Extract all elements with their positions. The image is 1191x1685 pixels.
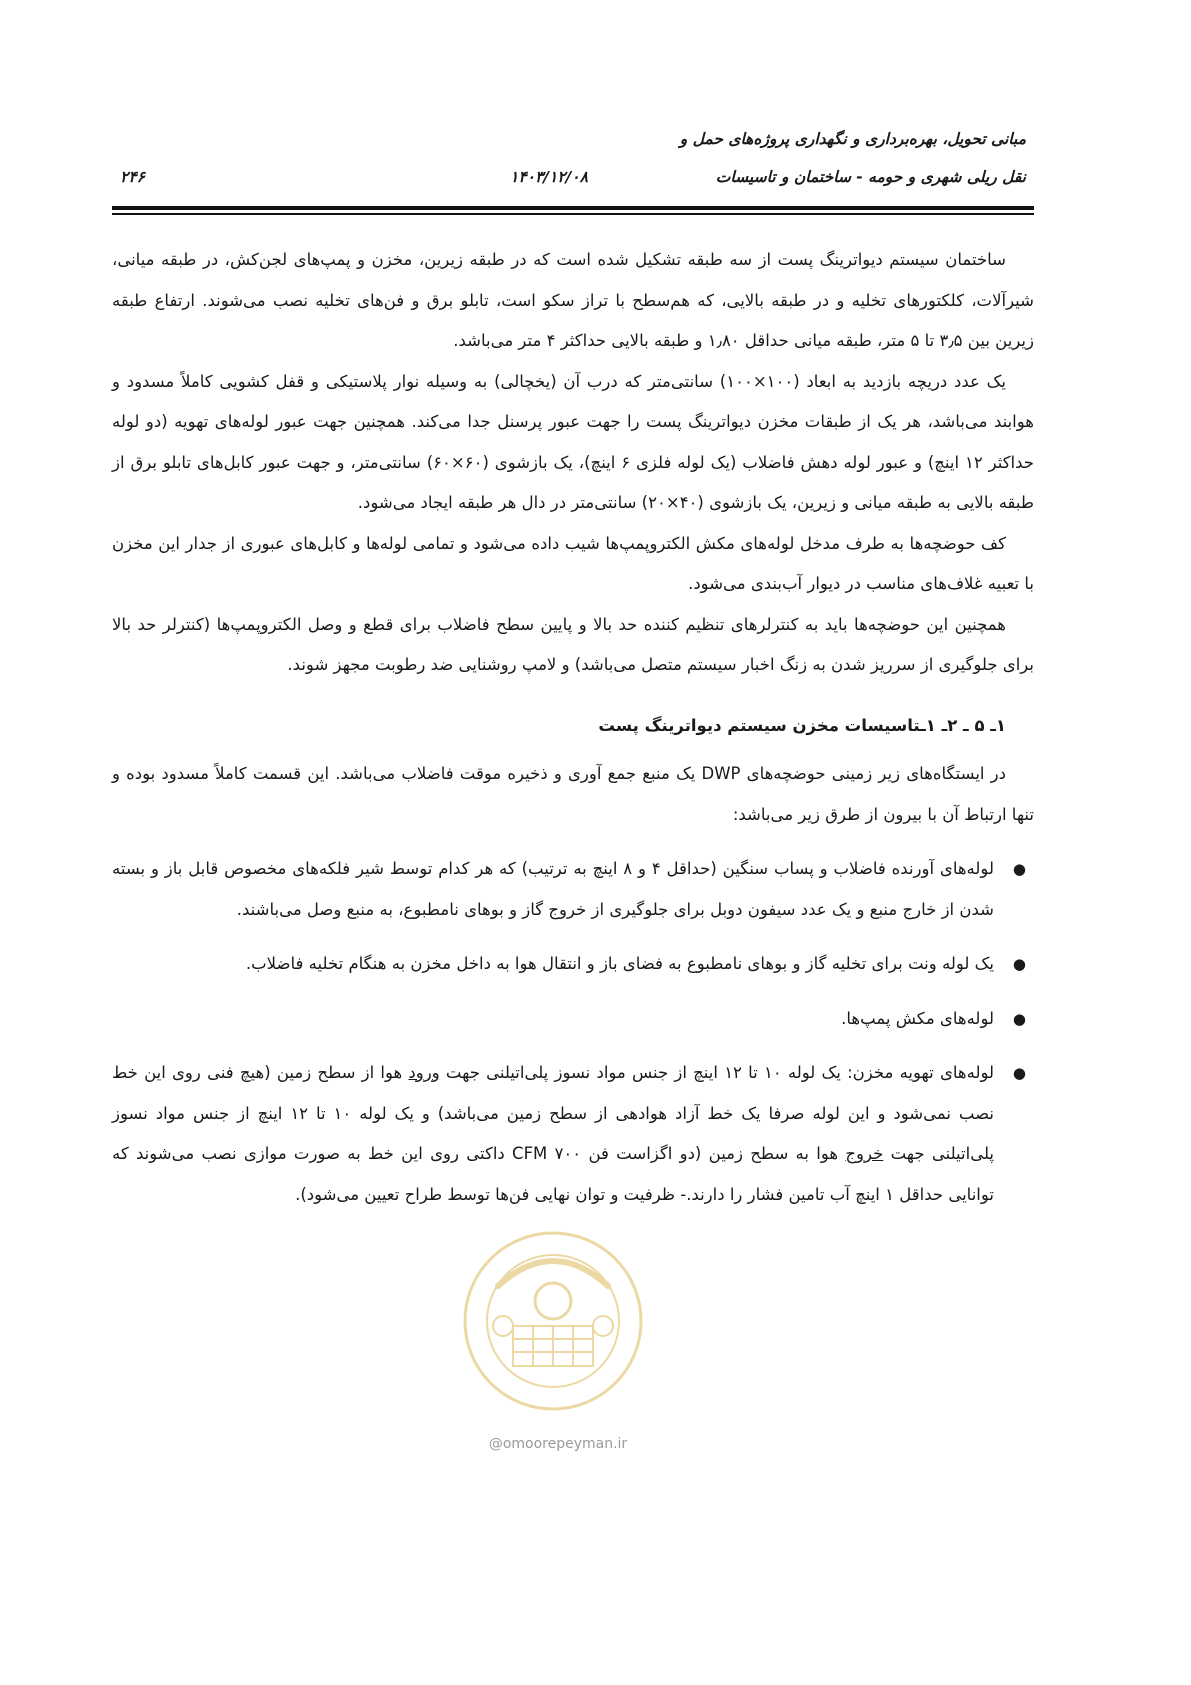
- underlined-word: ورود: [408, 1063, 440, 1082]
- list-item: [112, 999, 1034, 1040]
- paragraph-controllers: همچنین این حوضچه‌ها باید به کنترلرهای تنظیم کننده حد بالا و پایین سطح فاضلاب برای قطع و وصل الکتروپمپ‌ها (کنترلر حد بالا برای جلوگیری از سرریز شدن به زنگ اخبار سیستم متصل می‌باشد) و لامپ روشنایی ضد رطوبت مجهز شوند.: [112, 614, 1034, 674]
- list-item: [112, 1053, 1034, 1215]
- list-item-text: یک لوله ونت برای تخلیه گاز و بوهای نامطبوع به فضای باز و انتقال هوا به داخل مخزن به هنگام تخلیه فاضلاب.: [245, 954, 994, 973]
- page-number: ۲۴۶: [120, 168, 145, 186]
- page-header: [112, 118, 1034, 208]
- list-item: [112, 944, 1034, 985]
- bullet-icon: ●: [1012, 1009, 1026, 1028]
- list-item: [112, 849, 1034, 930]
- paragraph-hatch: یک عدد دریچه بازدید به ابعاد (۱۰۰×۱۰۰) سانتی‌متر که درب آن (یخچالی) به وسیله نوار پلاستیکی و قفل کشویی کاملاً مسدود و هوابند می‌باشد، هر یک از طبقات مخزن دیواترینگ پست را جهت عبور پرسنل جدا می‌کند. همچنین جهت عبور لوله‌های تهویه (دو لوله حداکثر ۱۲ اینچ) و عبور لوله دهش فاضلاب (یک لوله فلزی ۶ اینچ)، یک بازشوی (۶۰×۶۰) سانتی‌متر، و جهت عبور کابل‌های تابلو برق از طبقه بالایی به طبقه میانی و زیرین، یک بازشوی (۴۰×۲۰) سانتی‌متر در دال هر طبقه ایجاد می‌شود.: [112, 371, 1034, 512]
- list-item-text-post: هوا به سطح زمین (دو اگزاست فن CFM ۷۰۰ داکتی روی این خط به صورت موازی نصب می‌شوند که توانایی حداقل ۱ اینچ آب تامین فشار را دارند.- ظرفیت و توان نهایی فن‌ها توسط طراح تعیین می‌شود).: [112, 1144, 994, 1204]
- list-item-text-mid: هوا از سطح زمین (هیچ فنی روی این خط نصب نمی‌شود و این لوله صرفا یک خط آزاد هوادهی از سطح زمین می‌باشد) و یک لوله ۱۰ تا ۱۲ اینچ از جنس مواد نسوز پلی‌اتیلنی جهت: [112, 1063, 995, 1163]
- bullet-icon: ●: [1012, 860, 1026, 878]
- header-rule-thick: [112, 206, 1034, 210]
- page-body: [112, 240, 1034, 1229]
- bullet-icon: ●: [1012, 1064, 1026, 1082]
- list-item-text-pre: لوله‌های تهویه مخزن: یک لوله ۱۰ تا ۱۲ اینچ از جنس مواد نسوز پلی‌اتیلنی جهت: [439, 1063, 995, 1082]
- header-title-line1: مبانی تحویل، بهره‌برداری و نگهداری پروژه‌های حمل و: [679, 130, 1026, 148]
- list-item-text: لوله‌های مکش پمپ‌ها.: [841, 1008, 994, 1028]
- header-title-line2: نقل ریلی شهری و حومه - ساختمان و تاسیسات: [715, 168, 1026, 186]
- paragraph-structure: ساختمان سیستم دیواترینگ پست از سه طبقه تشکیل شده است که در طبقه زیرین، مخزن و پمپ‌های لجن‌کش، در طبقه میانی، شیرآلات، کلکتورهای تخلیه و در طبقه بالایی، که هم‌سطح با تراز سکو است، تابلو برق و فن‌های تخلیه نصب می‌شوند. ارتفاع طبقه زیرین بین ۳٫۵ تا ۵ متر، طبقه میانی حداقل ۱٫۸۰ و طبقه بالایی حداکثر ۴ متر می‌باشد.: [112, 250, 1034, 350]
- header-date: ۱۴۰۳/۱۲/۰۸: [510, 168, 588, 186]
- section-heading: ۱ـ ۵ ـ ۲ـ ۱ـتاسیسات مخزن سیستم دیواترینگ پست: [598, 715, 1006, 735]
- paragraph-dwp-intro: در ایستگاه‌های زیر زمینی حوضچه‌های DWP یک منبع جمع آوری و ذخیره موقت فاضلاب می‌باشد. این قسمت کاملاً مسدود بوده و تنها ارتباط آن با بیرون از طرق زیر می‌باشد:: [112, 764, 1034, 824]
- underlined-word: خروج: [845, 1144, 884, 1163]
- bullet-icon: ●: [1012, 955, 1026, 973]
- paragraph-floor-slope: کف حوضچه‌ها به طرف مدخل لوله‌های مکش الکتروپمپ‌ها شیب داده می‌شود و تمامی لوله‌ها و کابل‌های عبوری از جدار این مخزن با تعبیه غلاف‌های مناسب در دیوار آب‌بندی می‌شود.: [112, 533, 1034, 593]
- list-item-text: لوله‌های آورنده فاضلاب و پساب سنگین (حداقل ۴ و ۸ اینچ به ترتیب) که هر کدام توسط شیر فلکه‌های مخصوص قابل باز و بسته شدن از خارج منبع و یک عدد سیفون دوبل برای جلوگیری از خروج گاز و بوهای نامطبوع، به منبع وصل می‌باشند.: [112, 859, 994, 919]
- header-rule-thin: [112, 213, 1034, 215]
- bullet-list: [112, 849, 1034, 1215]
- watermark-url: @omoorepeyman.ir: [488, 1436, 628, 1452]
- watermark-seal-icon: [458, 1226, 648, 1416]
